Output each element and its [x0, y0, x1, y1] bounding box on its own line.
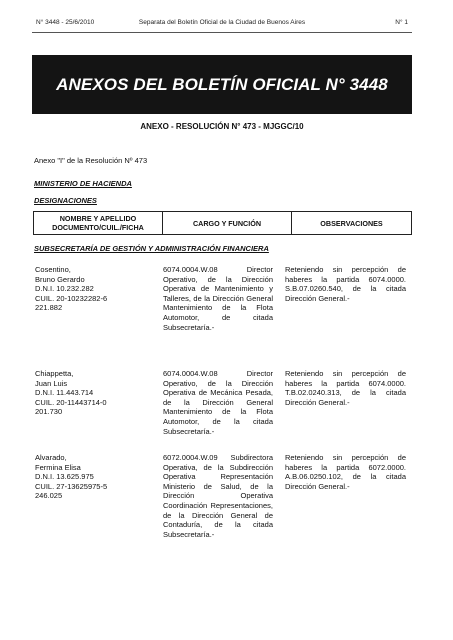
person-cuil: CUIL. 27-13625975-5 — [35, 481, 108, 491]
observations-cell: Reteniendo sin percepción de haberes la partida 6074.0000. S.B.07.0260.540, de la citada Dirección General.- — [285, 265, 406, 303]
ministry-heading: MINISTERIO DE HACIENDA — [34, 179, 132, 188]
running-header — [32, 17, 412, 29]
issue-number: N° 3448 - 25/6/2010 — [36, 19, 95, 26]
cargo-cell: 6074.0004.W.08 Director Operativo, de la Dirección Operativa de Mecánica Pesada, de la Dirección General Mantenimiento de la Flota Automotor, de la citada Subsecretaría.- — [163, 369, 273, 436]
person-cuil: CUIL. 20-10232282-6 — [35, 293, 108, 303]
page-number: N° 1 — [395, 19, 408, 26]
cargo-cell: 6072.0004.W.09 Subdirectora Operativa, de la Subdirección Operativa Representación Ministerio de Salud, de la Dirección Operativa Coordinación Representaciones, de la Dirección General de Contaduría, de la citada Subsecretaría.- — [163, 453, 273, 539]
person-dni: D.N.I. 11.443.714 — [35, 388, 94, 398]
person-given-name: Fermina Elisa — [35, 462, 81, 472]
person-ficha: 246.025 — [35, 491, 63, 501]
publication-name: Separata del Boletín Oficial de la Ciudad de Buenos Aires — [138, 19, 306, 26]
person-given-name: Juan Luis — [35, 378, 68, 388]
person-dni: D.N.I. 13.625.975 — [35, 472, 94, 482]
designations-heading: DESIGNACIONES — [34, 196, 97, 205]
banner-title: ANEXOS DEL BOLETÍN OFICIAL N° 3448 — [56, 74, 388, 94]
person-ficha: 201.730 — [35, 407, 63, 417]
observations-cell: Reteniendo sin percepción de haberes la partida 6074.0000. T.B.02.0240.313, de la citada Dirección General.- — [285, 369, 406, 407]
person-given-name: Bruno Gerardo — [35, 274, 85, 284]
section-heading: SUBSECRETARÍA DE GESTIÓN Y ADMINISTRACIÓN FINANCIERA — [34, 244, 269, 253]
header-cargo-column: CARGO Y FUNCIÓN — [163, 212, 292, 235]
observations-cell: Reteniendo sin percepción de haberes la partida 6072.0000. A.B.06.0250.102, de la citada Dirección General.- — [285, 453, 406, 491]
person-surname: Cosentino, — [35, 265, 71, 274]
person-cell — [35, 369, 145, 417]
anexo-line: Anexo "I" de la Resolución Nº 473 — [34, 156, 148, 165]
cargo-cell: 6074.0004.W.08 Director Operativo, de la Dirección Operativa de Mantenimiento y Talleres, de la Dirección General Mantenimiento de la Flota Automotor, de citada Subsecretaría.- — [163, 265, 273, 332]
header-observations-column: OBSERVACIONES — [292, 212, 412, 235]
person-dni: D.N.I. 10.232.282 — [35, 284, 94, 294]
person-cell — [35, 453, 145, 501]
person-cell — [35, 265, 145, 313]
person-surname: Alvarado, — [35, 453, 67, 462]
person-ficha: 221.882 — [35, 303, 63, 313]
title-banner — [32, 55, 412, 114]
person-surname: Chiappetta, — [35, 369, 74, 378]
header-name-column: NOMBRE Y APELLIDO DOCUMENTO/CUIL./FICHA — [34, 212, 163, 235]
header-divider — [32, 32, 412, 33]
column-header-table — [33, 211, 412, 235]
person-cuil: CUIL. 20-11443714-0 — [35, 397, 107, 407]
resolution-subtitle: ANEXO - RESOLUCIÓN N° 473 - MJGGC/10 — [140, 122, 304, 131]
